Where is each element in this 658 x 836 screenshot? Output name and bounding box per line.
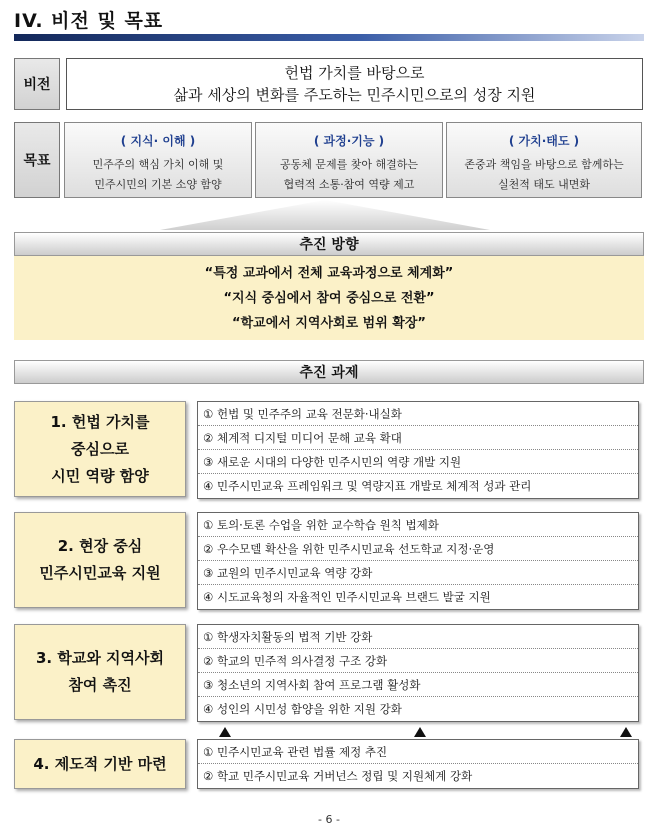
task-label-line: 4. 제도적 기반 마련 xyxy=(33,754,167,773)
goal-heading: ( 가치·태도 ) xyxy=(508,134,580,148)
task-item: ① 헌법 및 민주주의 교육 전문화·내실화 xyxy=(198,402,638,426)
goal-line: 협력적 소통·참여 역량 제고 xyxy=(283,178,415,191)
vision-label: 비전 xyxy=(14,58,60,110)
task-list xyxy=(197,624,639,722)
task-group-label xyxy=(14,401,186,497)
funnel-arrow xyxy=(160,200,490,230)
task-label-line: 시민 역량 함양 xyxy=(51,466,149,485)
page-title: IV. 비전 및 목표 xyxy=(14,10,164,32)
task-list xyxy=(197,739,639,789)
tasks-heading: 추진 과제 xyxy=(14,360,644,384)
task-label-line: 3. 학교와 지역사회 xyxy=(35,649,164,667)
task-item: ③ 새로운 시대의 다양한 민주시민의 역량 개발 지원 xyxy=(198,450,638,474)
direction-line: “학교에서 지역사회로 범위 확장” xyxy=(232,315,426,331)
goal-heading: ( 지식· 이해 ) xyxy=(120,134,196,148)
goal-line: 민주주의 핵심 가치 이해 및 xyxy=(92,158,224,171)
goal-heading: ( 과정·기능 ) xyxy=(313,134,385,148)
direction-line: “지식 중심에서 참여 중심으로 전환” xyxy=(223,290,435,306)
direction-heading: 추진 방향 xyxy=(14,232,644,256)
task-group-label xyxy=(14,512,186,608)
vision-box xyxy=(66,58,643,110)
task-item: ① 민주시민교육 관련 법률 제정 추진 xyxy=(198,740,638,764)
task-item: ④ 시도교육청의 자율적인 민주시민교육 브랜드 발굴 지원 xyxy=(203,590,491,604)
task-list xyxy=(197,401,639,499)
vision-line: 삶과 세상의 변화를 주도하는 민주시민으로의 성장 지원 xyxy=(173,86,536,104)
task-label-line: 참여 촉진 xyxy=(68,676,132,694)
task-label-line: 1. 헌법 가치를 xyxy=(50,412,150,431)
vision-line: 헌법 가치를 바탕으로 xyxy=(284,64,425,82)
goals-label: 목표 xyxy=(14,122,60,198)
goal-card-values xyxy=(446,122,642,198)
task-item: ② 우수모델 확산을 위한 민주시민교육 선도학교 지정·운영 xyxy=(198,537,638,561)
arrow-up-icon xyxy=(219,727,231,737)
task-item: ② 학교의 민주적 의사결정 구조 강화 xyxy=(198,649,638,673)
task-label-line: 민주시민교육 지원 xyxy=(39,564,161,582)
task-label-line: 중심으로 xyxy=(71,439,129,458)
arrow-up-icon xyxy=(620,727,632,737)
task-item: ④ 성인의 시민성 함양을 위한 지원 강화 xyxy=(203,702,402,716)
goal-line: 공동체 문제를 찾아 해결하는 xyxy=(279,158,418,171)
task-group-label xyxy=(14,739,186,789)
task-item: ② 학교 민주시민교육 거버넌스 정립 및 지원체계 강화 xyxy=(203,769,473,783)
goal-card-process xyxy=(255,122,443,198)
task-group-label xyxy=(14,624,186,720)
task-item: ④ 민주시민교육 프레임워크 및 역량지표 개발로 체계적 성과 관리 xyxy=(203,479,532,493)
task-item: ③ 교원의 민주시민교육 역량 강화 xyxy=(198,561,638,585)
task-item: ① 학생자치활동의 법적 기반 강화 xyxy=(198,625,638,649)
arrow-up-icon xyxy=(414,727,426,737)
page-number: - 6 - xyxy=(318,813,340,826)
goal-line: 실천적 태도 내면화 xyxy=(497,178,590,191)
goal-line: 존중과 책임을 바탕으로 함께하는 xyxy=(464,158,624,171)
task-item: ③ 청소년의 지역사회 참여 프로그램 활성화 xyxy=(198,673,638,697)
task-item: ② 체계적 디지털 미디어 문해 교육 확대 xyxy=(198,426,638,450)
task-item: ① 토의·토론 수업을 위한 교수학습 원칙 법제화 xyxy=(198,513,638,537)
direction-box xyxy=(14,256,644,340)
title-rule xyxy=(14,34,644,41)
task-label-line: 2. 현장 중심 xyxy=(57,537,143,555)
direction-line: “특정 교과에서 전체 교육과정으로 체계화” xyxy=(204,265,454,281)
task-list xyxy=(197,512,639,610)
goal-card-knowledge xyxy=(64,122,252,198)
goal-line: 민주시민의 기본 소양 함양 xyxy=(94,178,222,191)
